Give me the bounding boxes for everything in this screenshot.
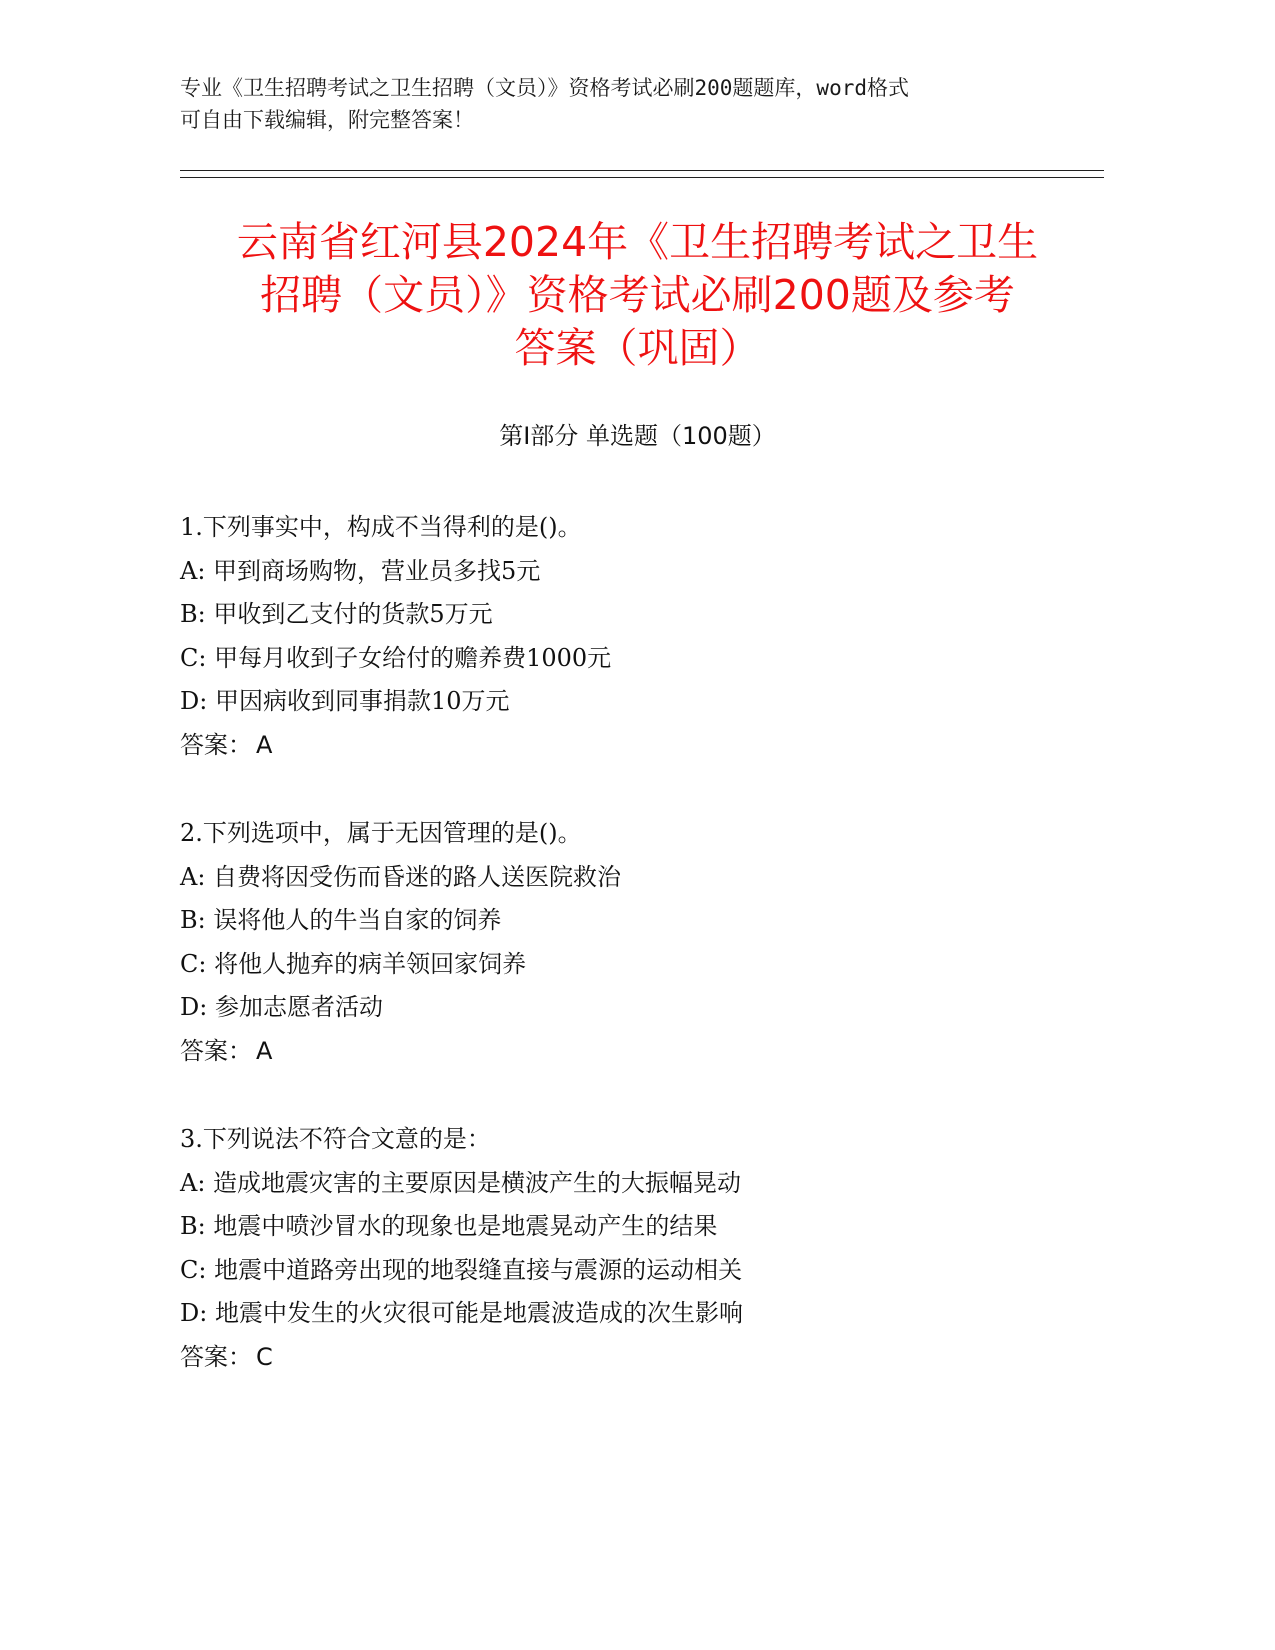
header-note-line-2: 可自由下载编辑，附完整答案！ [180, 108, 474, 132]
option-d: D: 地震中发生的火灾很可能是地震波造成的次生影响 [180, 1299, 743, 1327]
header-note [180, 72, 1060, 136]
option-b: B: 甲收到乙支付的货款5万元 [180, 600, 493, 628]
option-a: A: 自费将因受伤而昏迷的路人送医院救治 [180, 862, 622, 891]
option-a: A: 甲到商场购物，营业员多找5元 [180, 556, 541, 585]
answer-value: A [256, 1036, 273, 1065]
option-c: C: 地震中道路旁出现的地裂缝直接与震源的运动相关 [180, 1255, 743, 1284]
question-stem: 3.下列说法不符合文意的是： [180, 1125, 491, 1153]
question-stem: 1.下列事实中，构成不当得利的是()。 [180, 513, 582, 541]
option-b: B: 误将他人的牛当自家的饲养 [180, 906, 502, 934]
document-title-line-1: 云南省红河县2024年《卫生招聘考试之卫生 [236, 218, 1039, 266]
document-title-line-3: 答案（巩固） [514, 324, 761, 372]
option-d: D: 甲因病收到同事捐款10万元 [180, 687, 510, 715]
question-2 [180, 812, 1080, 1073]
question-3 [180, 1118, 1080, 1379]
option-d: D: 参加志愿者活动 [180, 993, 383, 1021]
answer-value: C [256, 1342, 273, 1371]
answer-line [180, 724, 1080, 768]
question-1 [180, 506, 1080, 767]
answer-value: A [256, 730, 273, 759]
answer-line [180, 1336, 1080, 1380]
answer-line [180, 1030, 1080, 1074]
answer-label: 答案： [180, 730, 252, 759]
header-divider-top [180, 170, 1104, 171]
option-b: B: 地震中喷沙冒水的现象也是地震晃动产生的结果 [180, 1212, 718, 1240]
header-note-line-1: 专业《卫生招聘考试之卫生招聘（文员）》资格考试必刷200题题库，word格式 [180, 76, 909, 100]
option-c: C: 将他人抛弃的病羊领回家饲养 [180, 949, 527, 978]
answer-label: 答案： [180, 1036, 252, 1065]
document-title [160, 216, 1115, 375]
option-a: A: 造成地震灾害的主要原因是横波产生的大振幅晃动 [180, 1168, 742, 1197]
question-stem: 2.下列选项中，属于无因管理的是()。 [180, 819, 582, 847]
section-title: 第Ⅰ部分 单选题（100题） [499, 422, 776, 450]
document-title-line-2: 招聘（文员）》资格考试必刷200题及参考 [260, 271, 1015, 319]
answer-label: 答案： [180, 1342, 252, 1371]
option-c: C: 甲每月收到子女给付的赡养费1000元 [180, 643, 612, 672]
header-divider-bottom [180, 177, 1104, 178]
